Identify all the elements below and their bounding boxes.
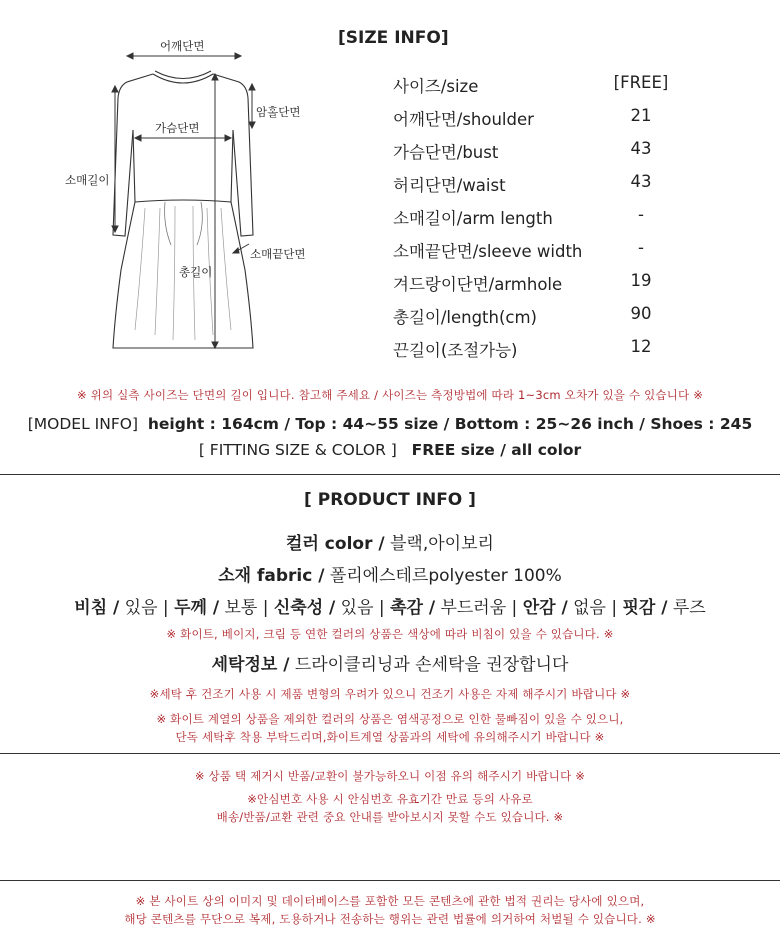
size-row-label: 소매끝단면/sleeve width — [393, 242, 583, 261]
fabric-label: 소재 fabric / — [218, 566, 325, 586]
wash-notice-2: ※ 화이트 계열의 상품을 제외한 컬러의 상품은 염색공정으로 인한 물빠짐이 있을 수 있으니, — [156, 712, 624, 726]
label-bust: 가슴단면 — [155, 121, 200, 135]
attr-label: 비침 / — [74, 598, 120, 618]
wash-notice-1: ※세탁 후 건조기 사용 시 제품 변형의 우려가 있으니 건조기 사용은 자제 해주시기 바랍니다 ※ — [149, 687, 631, 701]
attr-value: 있음 | — [119, 598, 175, 618]
fitting-value: FREE size / all color — [411, 441, 582, 459]
label-sleeve-width: 소매끝단면 — [250, 247, 306, 261]
wash-line — [0, 650, 780, 675]
size-row-label: 겨드랑이단면/armhole — [393, 275, 563, 294]
size-row — [393, 139, 693, 163]
size-notice: ※ 위의 실측 사이즈는 단면의 길이 입니다. 참고해 주세요 / 사이즈는 측정방법에 따라 1~3cm 오차가 있을 수 있습니다 ※ — [76, 388, 704, 402]
wash-label: 세탁정보 / — [211, 655, 290, 675]
size-row — [393, 271, 693, 295]
size-row-label: 가슴단면/bust — [393, 143, 499, 162]
fitting-label: [ FITTING SIZE & COLOR ] — [198, 441, 397, 459]
size-row-value: 12 — [630, 337, 652, 356]
attr-value: 부드러움 | — [435, 598, 523, 618]
divider — [0, 753, 780, 754]
size-row-value: [FREE] — [613, 73, 669, 92]
wash-notice-3: 단독 세탁후 착용 부탁드리며,화이트계열 상품과의 세탁에 유의해주시기 바랍니다 ※ — [175, 730, 605, 744]
divider — [0, 474, 780, 475]
wash-value: 드라이클리닝과 손세탁을 권장합니다 — [289, 655, 569, 675]
size-row — [393, 238, 693, 262]
size-row-value: 43 — [630, 172, 652, 191]
attr-value: 루즈 — [667, 598, 706, 618]
size-row-label: 끈길이(조절가능) — [393, 341, 518, 360]
safe-number-notice-2: 배송/반품/교환 관련 중요 안내를 받아보시지 못할 수도 있습니다. ※ — [216, 810, 564, 824]
model-info-label: [MODEL INFO] — [27, 415, 138, 433]
attr-label: 신축성 / — [273, 598, 336, 618]
color-value: 블랙,아이보리 — [384, 534, 494, 554]
label-sleeve-length: 소매길이 — [65, 173, 110, 187]
color-line — [0, 529, 780, 554]
attr-label: 안감 / — [522, 598, 568, 618]
attr-label: 촉감 / — [390, 598, 436, 618]
size-row-label: 소매길이/arm length — [393, 209, 553, 228]
tag-notice: ※ 상품 택 제거시 반품/교환이 불가능하오니 이점 유의 해주시기 바랍니다 ※ — [194, 769, 586, 783]
size-row-value: 21 — [630, 106, 652, 125]
size-row-value: 19 — [630, 271, 652, 290]
attr-value: 없음 | — [567, 598, 623, 618]
attr-value: 보통 | — [219, 598, 274, 618]
attr-value: 있음 | — [335, 598, 391, 618]
fabric-line — [0, 561, 780, 586]
divider — [0, 880, 780, 881]
copyright-line-1: ※ 본 사이트 상의 이미지 및 데이터베이스를 포함한 모든 콘텐츠에 관한 법적 권리는 당사에 있으며, — [135, 894, 645, 908]
size-row-value: - — [638, 205, 644, 224]
label-total-length: 총길이 — [179, 265, 213, 279]
safe-number-notice-1: ※안심번호 사용 시 안심번호 유효기간 만료 등의 사유로 — [247, 792, 533, 806]
label-armhole: 암홀단면 — [256, 105, 301, 119]
size-row-label: 총길이/length(cm) — [393, 308, 537, 327]
product-info-title: [ PRODUCT INFO ] — [304, 490, 476, 510]
size-row — [393, 304, 693, 328]
copyright-line-2: 해당 콘텐츠를 무단으로 복제, 도용하거나 전송하는 행위는 관련 법률에 의거하여 처벌될 수 있습니다. ※ — [124, 912, 656, 926]
size-row — [393, 172, 693, 196]
label-shoulder: 어깨단면 — [160, 39, 205, 53]
attr-label: 핏감 / — [622, 598, 668, 618]
size-row-label: 허리단면/waist — [393, 176, 506, 195]
color-notice: ※ 화이트, 베이지, 크림 등 연한 컬러의 상품은 색상에 따라 비침이 있을 수 있습니다. ※ — [166, 627, 614, 641]
size-row — [393, 337, 693, 361]
size-row-value: 43 — [630, 139, 652, 158]
size-row-label: 어깨단면/shoulder — [393, 110, 534, 129]
attributes-line — [0, 593, 780, 618]
fabric-value: 폴리에스테르polyester 100% — [324, 566, 562, 586]
size-row-value: - — [638, 238, 644, 257]
model-info-value: height : 164cm / Top : 44~55 size / Bottom : 25~26 inch / Shoes : 245 — [147, 415, 753, 433]
attr-label: 두께 / — [174, 598, 220, 618]
model-info — [0, 415, 780, 433]
dress-diagram — [55, 30, 335, 360]
size-row — [393, 73, 693, 97]
fitting-info — [0, 441, 780, 459]
size-row — [393, 106, 693, 130]
size-info-title: [SIZE INFO] — [338, 28, 449, 48]
size-row — [393, 205, 693, 229]
color-label: 컬러 color / — [286, 534, 385, 554]
size-row-value: 90 — [630, 304, 652, 323]
size-row-label: 사이즈/size — [393, 77, 479, 96]
